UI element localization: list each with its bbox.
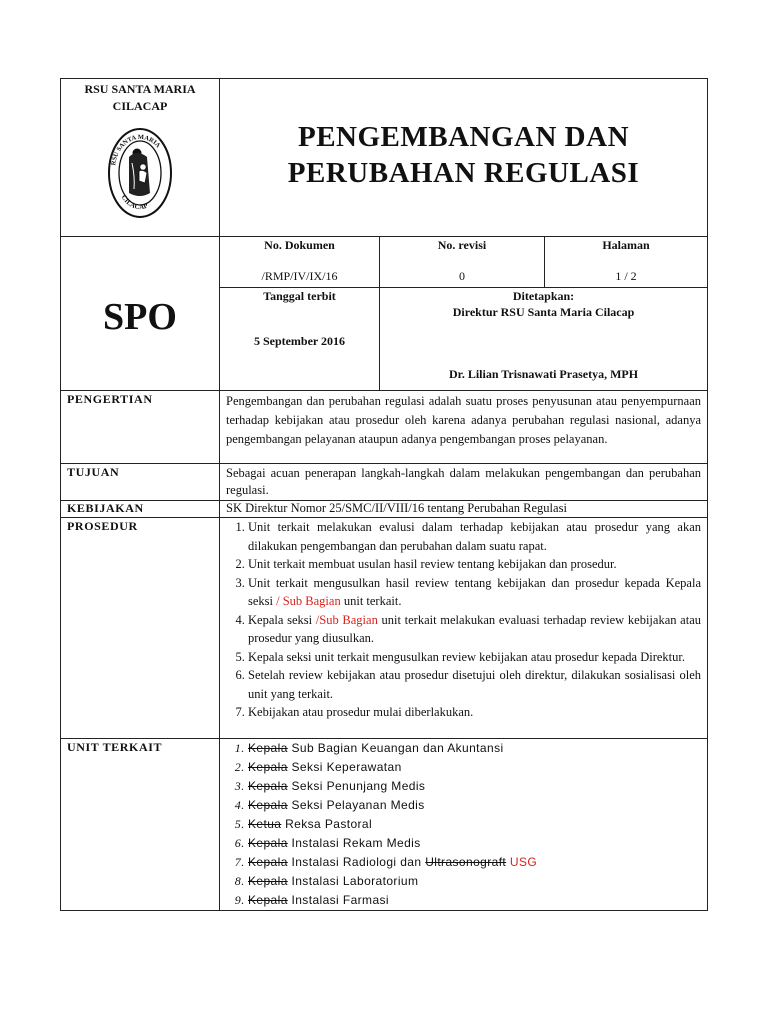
kebijakan-label: KEBIJAKAN bbox=[61, 501, 220, 518]
revision-insert: /Sub Bagian bbox=[315, 612, 378, 627]
tanggal-cell bbox=[220, 288, 380, 391]
no-dokumen-cell bbox=[220, 237, 380, 288]
unit-name: Reksa Pastoral bbox=[281, 817, 373, 831]
struck-word: Kepala bbox=[248, 760, 288, 774]
hospital-logo bbox=[107, 123, 173, 219]
prosedur-step-text: Kepala seksi bbox=[248, 612, 316, 627]
title-line1: PENGEMBANGAN DAN bbox=[297, 121, 630, 153]
no-dokumen-label: No. Dokumen bbox=[264, 238, 335, 252]
ditetapkan-label: Ditetapkan: bbox=[512, 289, 575, 303]
unit-name: Seksi Penunjang Medis bbox=[287, 779, 426, 793]
no-revisi-value: 0 bbox=[459, 269, 465, 283]
svg-text:CILACAP bbox=[120, 193, 150, 211]
unit-name: Seksi Keperawatan bbox=[287, 760, 402, 774]
prosedur-step bbox=[248, 518, 701, 555]
revision-insert: USG bbox=[506, 855, 538, 869]
unit-name: Instalasi Farmasi bbox=[287, 893, 389, 907]
struck-word: Kepala bbox=[248, 836, 288, 850]
hospital-name-line1: RSU SANTA MARIA bbox=[84, 82, 196, 96]
title-line2: PERUBAHAN REGULASI bbox=[287, 157, 640, 189]
struck-word: Kepala bbox=[248, 741, 288, 755]
kebijakan-text: SK Direktur Nomor 25/SMC/II/VIII/16 tentang Perubahan Regulasi bbox=[220, 501, 708, 518]
struck-word: Kepala bbox=[248, 779, 288, 793]
prosedur-step-text: Kepala seksi unit terkait mengusulkan review kebijakan atau prosedur kepada Direktur. bbox=[248, 649, 686, 664]
unit-item bbox=[248, 758, 701, 777]
unit-terkait-cell bbox=[220, 739, 708, 911]
prosedur-list bbox=[220, 518, 707, 722]
unit-item bbox=[248, 796, 701, 815]
struck-word: Ultrasonograft bbox=[425, 855, 507, 869]
pengertian-text: Pengembangan dan perubahan regulasi adalah suatu proses penyusunan atau penyempurnaan terhadap kebijakan atau prosedur oleh karena adanya perubahan regulasi nasional, adanya pengembangan pelayanan ataupun adanya pengembangan proses pelayanan. bbox=[220, 391, 708, 464]
document-title bbox=[220, 79, 707, 191]
madonna-figure-icon bbox=[129, 149, 150, 197]
struck-word: Kepala bbox=[248, 874, 288, 888]
tujuan-text: Sebagai acuan penerapan langkah-langkah dalam melakukan pengembangan dan perubahan regulasi. bbox=[220, 464, 708, 501]
ditetapkan-cell bbox=[380, 288, 708, 391]
struck-word: Ketua bbox=[248, 817, 282, 831]
struck-word: Kepala bbox=[248, 855, 288, 869]
unit-name: Instalasi Radiologi dan bbox=[287, 855, 426, 869]
spo-cell bbox=[61, 237, 220, 391]
prosedur-step-text: Unit terkait membuat usulan hasil review tentang kebijakan dan prosedur. bbox=[248, 557, 617, 571]
halaman-label: Halaman bbox=[602, 238, 650, 252]
ditetapkan-org: Direktur RSU Santa Maria Cilacap bbox=[452, 305, 635, 319]
unit-name: Sub Bagian Keuangan dan Akuntansi bbox=[287, 741, 504, 755]
hospital-name bbox=[61, 79, 219, 115]
prosedur-step bbox=[248, 574, 701, 611]
prosedur-step bbox=[248, 648, 701, 667]
prosedur-step bbox=[248, 666, 701, 703]
spo-label: SPO bbox=[103, 296, 177, 338]
no-revisi-label: No. revisi bbox=[437, 238, 487, 252]
unit-name: Instalasi Rekam Medis bbox=[287, 836, 421, 850]
prosedur-step bbox=[248, 611, 701, 648]
no-dokumen-value: /RMP/IV/IX/16 bbox=[261, 269, 338, 283]
unit-name: Instalasi Laboratorium bbox=[287, 874, 419, 888]
halaman-cell bbox=[545, 237, 708, 288]
tujuan-label: TUJUAN bbox=[61, 464, 220, 501]
tanggal-value: 5 September 2016 bbox=[253, 334, 346, 348]
no-revisi-cell bbox=[380, 237, 545, 288]
tanggal-label: Tanggal terbit bbox=[263, 289, 336, 303]
prosedur-label: PROSEDUR bbox=[61, 518, 220, 739]
hospital-cell bbox=[61, 79, 220, 237]
unit-item bbox=[248, 815, 701, 834]
unit-item bbox=[248, 891, 701, 910]
unit-name: Seksi Pelayanan Medis bbox=[287, 798, 425, 812]
struck-word: Kepala bbox=[248, 798, 288, 812]
spo-table bbox=[60, 78, 708, 911]
unit-list bbox=[220, 739, 707, 910]
spo-document bbox=[60, 78, 707, 911]
prosedur-step-text: Kebijakan atau prosedur mulai diberlakukan. bbox=[248, 705, 474, 719]
unit-item bbox=[248, 872, 701, 891]
struck-word: Kepala bbox=[248, 893, 288, 907]
prosedur-step bbox=[248, 703, 701, 722]
unit-terkait-label: UNIT TERKAIT bbox=[61, 739, 220, 911]
logo-top-text: RSU SANTA MARIA bbox=[110, 133, 162, 166]
prosedur-step-text: Unit terkait mengusulkan hasil review tentang kebijakan dan prosedur kepada Kepala seksi bbox=[248, 575, 702, 608]
halaman-value: 1 / 2 bbox=[615, 269, 637, 283]
signatory-name: Dr. Lilian Trisnawati Prasetya, MPH bbox=[448, 367, 639, 381]
revision-insert: / Sub Bagian bbox=[276, 594, 341, 608]
title-cell bbox=[220, 79, 708, 237]
hospital-name-line2: CILACAP bbox=[112, 99, 168, 113]
prosedur-step-text: Setelah review kebijakan atau prosedur disetujui oleh direktur, dilakukan sosialisasi oleh unit yang terkait. bbox=[248, 668, 702, 701]
prosedur-step-text: Unit terkait melakukan evalusi dalam terhadap kebijakan atau prosedur yang akan dilakukan pengembangan dan perubahan dalam suatu rapat. bbox=[248, 520, 702, 553]
prosedur-step-text: unit terkait melakukan evaluasi terhadap review kebijakan atau prosedur yang diusulkan. bbox=[248, 612, 702, 645]
prosedur-step-text: unit terkait. bbox=[340, 594, 402, 608]
unit-item bbox=[248, 739, 701, 758]
prosedur-step bbox=[248, 555, 701, 574]
prosedur-cell bbox=[220, 518, 708, 739]
unit-item bbox=[248, 834, 701, 853]
pengertian-label: PENGERTIAN bbox=[61, 391, 220, 464]
logo-bottom-text: CILACAP bbox=[119, 193, 149, 212]
unit-item bbox=[248, 777, 701, 796]
unit-item bbox=[248, 853, 701, 872]
